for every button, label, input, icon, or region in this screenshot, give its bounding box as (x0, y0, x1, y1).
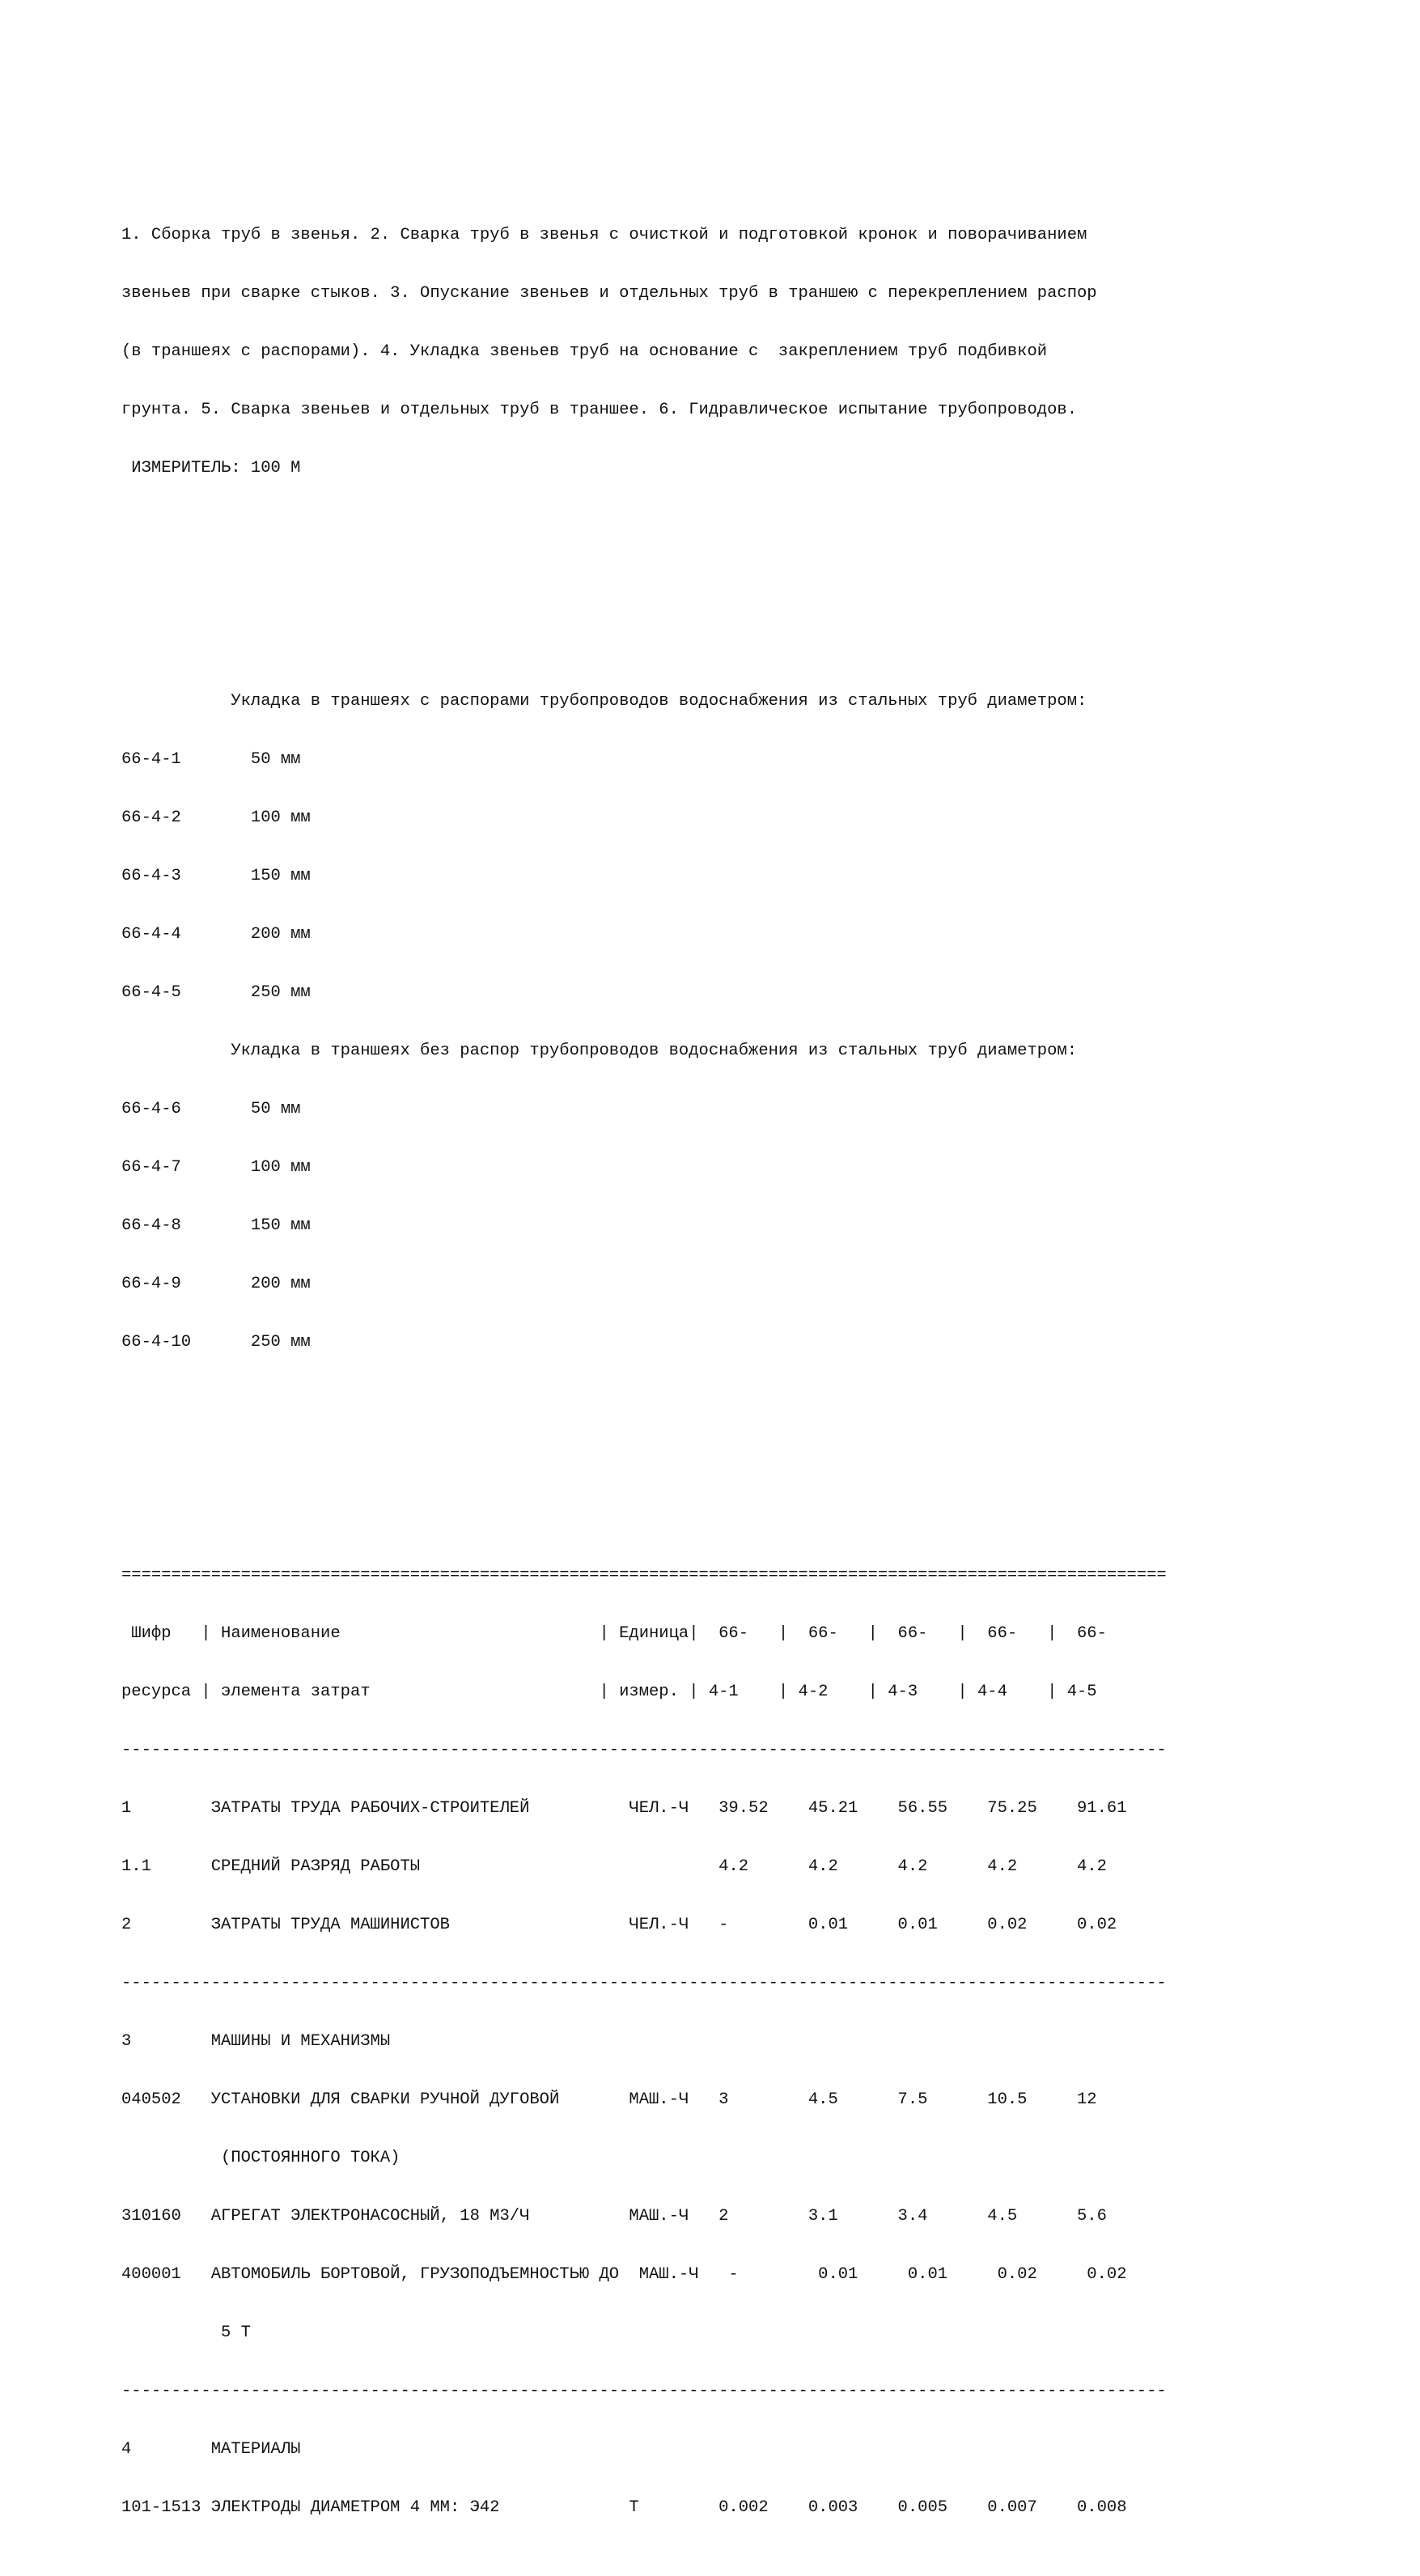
table-row: 040502 УСТАНОВКИ ДЛЯ СВАРКИ РУЧНОЙ ДУГОВОЙ МАШ.-Ч 3 4.5 7.5 10.5 12 (121, 2090, 1097, 2109)
work-description (121, 187, 1167, 517)
rate-codes (121, 653, 1167, 1391)
table-row: 2 ЗАТРАТЫ ТРУДА МАШИНИСТОВ ЧЕЛ.-Ч - 0.01 0.01 0.02 0.02 (121, 1916, 1117, 1934)
table-row: 1.1 СРЕДНИЙ РАЗРЯД РАБОТЫ 4.2 4.2 4.2 4.2 4.2 (121, 1857, 1107, 1876)
resource-table (121, 1527, 1167, 2557)
code-item: 66-4-8 150 мм (121, 1216, 311, 1235)
table-row: 310160 АГРЕГАТ ЭЛЕКТРОНАСОСНЫЙ, 18 М3/Ч МАШ.-Ч 2 3.1 3.4 4.5 5.6 (121, 2207, 1107, 2226)
table-row: 1 ЗАТРАТЫ ТРУДА РАБОЧИХ-СТРОИТЕЛЕЙ ЧЕЛ.-Ч 39.52 45.21 56.55 75.25 91.61 (121, 1799, 1127, 1818)
group-heading: Укладка в траншеях без распор трубопроводов водоснабжения из стальных труб диаметром: (121, 1042, 1077, 1060)
table-divider: --------------------------------------------------------------------------------------------------------- (121, 1974, 1167, 1992)
description-line: (в траншеях с распорами). 4. Укладка звеньев труб на основание с закреплением труб подбивкой (121, 342, 1048, 361)
code-item: 66-4-10 250 мм (121, 1333, 311, 1352)
table-row: 101-1513 ЭЛЕКТРОДЫ ДИАМЕТРОМ 4 ММ: Э42 Т 0.002 0.003 0.005 0.007 0.008 (121, 2498, 1127, 2517)
table-row: 400001 АВТОМОБИЛЬ БОРТОВОЙ, ГРУЗОПОДЪЕМНОСТЬЮ ДО МАШ.-Ч - 0.01 0.01 0.02 0.02 (121, 2265, 1127, 2284)
group-heading: Укладка в траншеях с распорами трубопроводов водоснабжения из стальных труб диаметром: (121, 692, 1087, 711)
table-header-row: ресурса | элемента затрат | измер. | 4-1 | 4-2 | 4-3 | 4-4 | 4-5 (121, 1683, 1097, 1701)
code-item: 66-4-3 150 мм (121, 867, 311, 885)
description-line: звеньев при сварке стыков. 3. Опускание звеньев и отдельных труб в траншею с перекреплением распор (121, 284, 1097, 303)
code-item: 66-4-1 50 мм (121, 750, 301, 769)
code-item: 66-4-6 50 мм (121, 1100, 301, 1118)
code-item: 66-4-5 250 мм (121, 983, 311, 1002)
table-divider: --------------------------------------------------------------------------------------------------------- (121, 1741, 1167, 1759)
code-item: 66-4-9 200 мм (121, 1275, 311, 1293)
code-item: 66-4-4 200 мм (121, 925, 311, 944)
table-row: 3 МАШИНЫ И МЕХАНИЗМЫ (121, 2032, 391, 2051)
table-row-continuation: 5 Т (121, 2323, 251, 2342)
spacer (121, 575, 1167, 595)
table-divider: --------------------------------------------------------------------------------------------------------- (121, 2382, 1167, 2400)
table-row-continuation: (ПОСТОЯННОГО ТОКА) (121, 2149, 401, 2167)
measurement-unit: ИЗМЕРИТЕЛЬ: 100 М (121, 459, 301, 477)
description-line: грунта. 5. Сварка звеньев и отдельных труб в траншее. 6. Гидравлическое испытание трубопроводов. (121, 401, 1077, 419)
spacer (121, 1449, 1167, 1469)
table-top-border: ========================================================================================================= (121, 1566, 1167, 1585)
table-header-row: Шифр | Наименование | Единица| 66- | 66- | 66- | 66- | 66- (121, 1624, 1107, 1643)
code-item: 66-4-7 100 мм (121, 1158, 311, 1177)
code-item: 66-4-2 100 мм (121, 808, 311, 827)
table-row: 4 МАТЕРИАЛЫ (121, 2440, 301, 2459)
document-page (121, 148, 1167, 2576)
description-line: 1. Сборка труб в звенья. 2. Сварка труб в звенья с очисткой и подготовкой кронок и поворачиванием (121, 226, 1087, 244)
